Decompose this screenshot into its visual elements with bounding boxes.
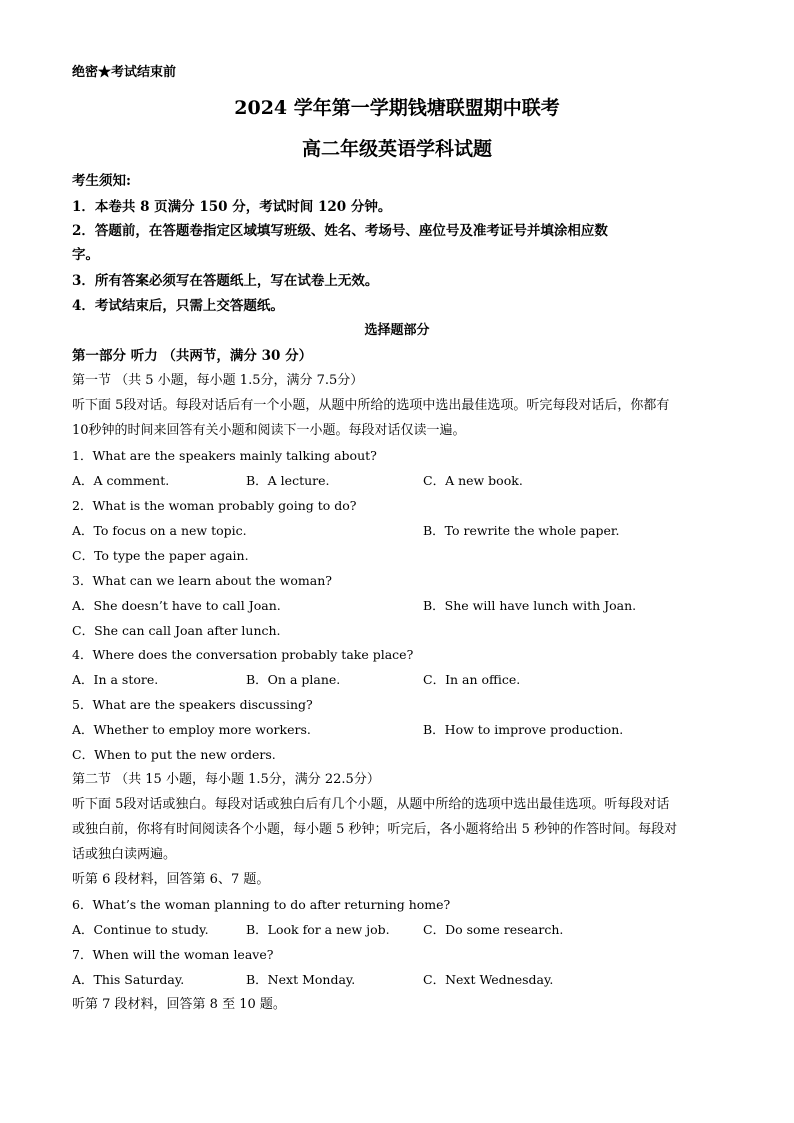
option-c: C．Next Wednesday. xyxy=(423,972,554,987)
exam-subtitle: 高二年级英语学科试题 xyxy=(301,138,492,160)
part-heading: 选择题部分 xyxy=(364,323,430,338)
option-b: B．Next Monday. xyxy=(246,972,356,987)
section1-heading: 第一节 （共 5 小题，每小题 1.5分，满分 7.5分） xyxy=(72,373,364,388)
question-stem: 7．When will the woman leave? xyxy=(72,947,274,962)
option-b: B．On a plane. xyxy=(246,672,341,687)
option-c: C．She can call Joan after lunch. xyxy=(72,623,281,638)
notice-item: 1．本卷共 8 页满分 150 分，考试时间 120 分钟。 xyxy=(72,199,392,215)
option-c: C．A new book. xyxy=(423,473,523,488)
material-7-label: 听第 7 段材料，回答第 8 至 10 题。 xyxy=(72,997,286,1012)
question-stem: 3．What can we learn about the woman? xyxy=(72,573,332,588)
section2-instructions: 或独白前，你将有时间阅读各个小题，每小题 5 秒钟；听完后，各小题将给出 5 秒钟的作答时间。每段对 xyxy=(72,822,678,837)
part1-heading: 第一部分 听力 （共两节，满分 30 分） xyxy=(72,348,313,364)
option-c: C．When to put the new orders. xyxy=(72,747,276,762)
question-stem: 4．Where does the conversation probably take place? xyxy=(72,647,414,662)
notice-heading: 考生须知: xyxy=(72,173,131,189)
confidential-label: 绝密★考试结束前 xyxy=(72,65,177,80)
option-a: A．To focus on a new topic. xyxy=(72,523,247,538)
option-b: B．She will have lunch with Joan. xyxy=(423,598,637,613)
notice-item: 字。 xyxy=(72,247,99,263)
section1-instructions: 听下面 5段对话。每段对话后有一个小题，从题中所给的选项中选出最佳选项。听完每段对话后，你都有 xyxy=(72,398,670,413)
section2-instructions: 话或独白读两遍。 xyxy=(72,847,177,862)
option-a: A．In a store. xyxy=(72,672,159,687)
notice-item: 2．答题前，在答题卷指定区域填写班级、姓名、考场号、座位号及准考证号并填涂相应数 xyxy=(72,223,608,239)
option-b: B．A lecture. xyxy=(246,473,330,488)
option-c: C．To type the paper again. xyxy=(72,548,249,563)
option-c: C．In an office. xyxy=(423,672,521,687)
notice-item: 3．所有答案必须写在答题纸上，写在试卷上无效。 xyxy=(72,273,379,289)
option-a: A．This Saturday. xyxy=(72,972,185,987)
option-a: A．Whether to employ more workers. xyxy=(72,722,311,737)
question-stem: 5．What are the speakers discussing? xyxy=(72,697,313,712)
question-stem: 1．What are the speakers mainly talking about? xyxy=(72,448,377,463)
section1-instructions: 10秒钟的时间来回答有关小题和阅读下一小题。每段对话仅读一遍。 xyxy=(72,423,466,438)
question-stem: 6．What’s the woman planning to do after returning home? xyxy=(72,897,451,912)
option-b: B．To rewrite the whole paper. xyxy=(423,523,620,538)
option-c: C．Do some research. xyxy=(423,922,564,937)
section2-heading: 第二节 （共 15 小题，每小题 1.5分，满分 22.5分） xyxy=(72,772,380,787)
section2-instructions: 听下面 5段对话或独白。每段对话或独白后有几个小题，从题中所给的选项中选出最佳选项。听每段对话 xyxy=(72,797,670,812)
notice-item: 4．考试结束后，只需上交答题纸。 xyxy=(72,298,284,314)
exam-title: 2024 学年第一学期钱塘联盟期中联考 xyxy=(234,97,560,119)
option-a: A．Continue to study. xyxy=(72,922,209,937)
option-a: A．She doesn’t have to call Joan. xyxy=(72,598,281,613)
material-6-label: 听第 6 段材料，回答第 6、7 题。 xyxy=(72,872,270,887)
option-a: A．A comment. xyxy=(72,473,170,488)
question-stem: 2．What is the woman probably going to do? xyxy=(72,498,357,513)
option-b: B．Look for a new job. xyxy=(246,922,390,937)
option-b: B．How to improve production. xyxy=(423,722,624,737)
